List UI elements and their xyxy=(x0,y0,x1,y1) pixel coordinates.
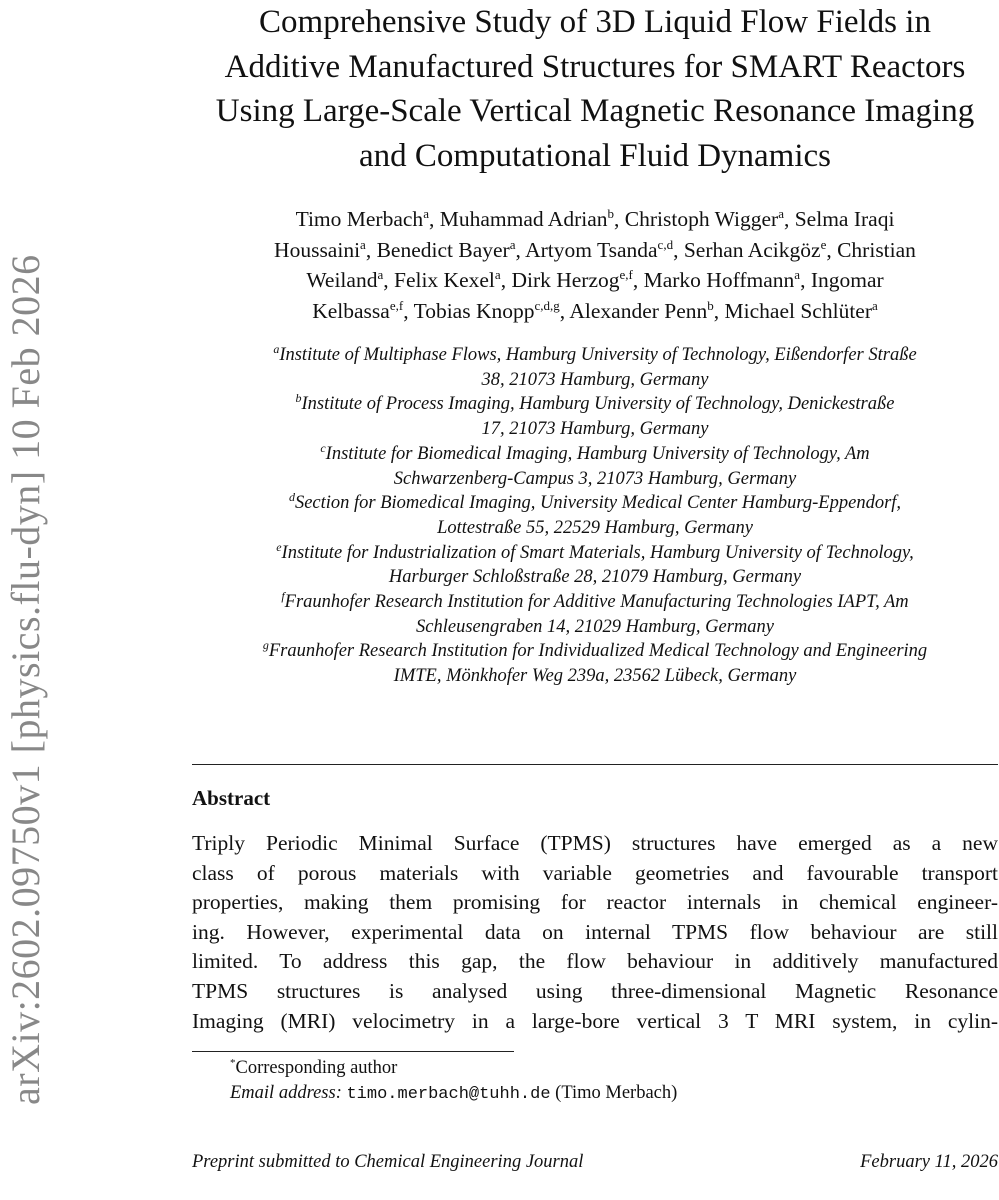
affiliation-text: Institute of Multiphase Flows, Hamburg University of Technology, Eißendorfer Straße xyxy=(279,345,917,365)
author-name: Ingomar xyxy=(810,268,884,292)
author-line xyxy=(192,296,998,327)
affiliation-text: Institute for Biomedical Imaging, Hamburg University of Technology, Am xyxy=(325,443,870,464)
affiliation-key: e xyxy=(276,539,282,554)
affiliation-line: IMTE, Mönkhofer Weg 239a, 23562 Lübeck, Germany xyxy=(393,666,797,687)
affiliation xyxy=(192,541,998,590)
corresponding-author-note: Corresponding author xyxy=(235,1058,398,1078)
author-separator: , xyxy=(428,207,440,231)
affiliation-line xyxy=(192,343,998,368)
author-affiliation-mark: a xyxy=(509,236,516,252)
affiliation-line: Schleusengraben 14, 21029 Hamburg, Germany xyxy=(416,616,774,637)
author-name: Houssaini xyxy=(274,237,361,262)
footer-journal: Preprint submitted to Chemical Engineering Journal xyxy=(192,1152,584,1172)
author-name: Benedict Bayer xyxy=(376,237,510,262)
affiliation-line xyxy=(192,491,998,516)
affiliation-line: Schwarzenberg-Campus 3, 21073 Hamburg, Germany xyxy=(393,468,797,489)
author-separator: , xyxy=(515,237,526,262)
affiliation-line: Lottestraße 55, 22529 Hamburg, Germany xyxy=(437,517,753,538)
author-affiliation-mark: b xyxy=(707,297,714,313)
email-name: (Timo Merbach) xyxy=(555,1083,678,1103)
email-label: Email address: xyxy=(230,1083,342,1103)
abstract-rule xyxy=(192,764,998,765)
author-name: Timo Merbach xyxy=(295,207,424,231)
affiliation-key: a xyxy=(273,342,280,356)
author-separator: , xyxy=(614,207,625,231)
author-line xyxy=(192,265,998,296)
author-name: Felix Kexel xyxy=(393,268,495,292)
affiliation-text: Fraunhofer Research Institution for Additive Manufacturing Technologies IAPT, Am xyxy=(284,592,909,613)
affiliation-text: Section for Biomedical Imaging, University Medical Center Hamburg-Eppendorf, xyxy=(294,493,902,514)
author-separator: , xyxy=(632,268,644,292)
affiliation-text: Institute of Process Imaging, Hamburg University of Technology, Denickestraße xyxy=(301,394,895,415)
footer-date: February 11, 2026 xyxy=(860,1152,998,1172)
author-name: Christian xyxy=(837,237,916,262)
page-footer xyxy=(192,1152,998,1173)
affiliation xyxy=(192,442,998,491)
author-separator: , xyxy=(800,268,811,292)
author-affiliation-mark: e,f xyxy=(619,267,633,282)
affiliation-line: 38, 21073 Hamburg, Germany xyxy=(481,369,709,390)
affiliation xyxy=(192,392,998,441)
abstract-line: Triply Periodic Minimal Surface (TPMS) structures have emerged as a new xyxy=(192,831,998,855)
affiliation-line xyxy=(192,541,998,566)
email-link[interactable]: timo.merbach@tuhh.de xyxy=(346,1085,551,1104)
affiliation xyxy=(192,590,998,639)
affiliation-text: Fraunhofer Research Institution for Individualized Medical Technology and Engineering xyxy=(268,641,928,662)
author-name: Weiland xyxy=(306,268,378,292)
abstract-line: limited. To address this gap, the flow behaviour in additively manufactured xyxy=(192,949,998,974)
affiliation-line xyxy=(192,442,998,467)
author-affiliation-mark: a xyxy=(794,267,801,282)
affiliation-key: c xyxy=(320,440,326,455)
affiliation-key: f xyxy=(281,589,285,604)
affiliation-key: g xyxy=(262,638,269,653)
affiliation-key: b xyxy=(295,391,302,406)
author-affiliation-mark: a xyxy=(872,297,878,313)
title-line: Additive Manufactured Structures for SMART Reactors xyxy=(224,48,966,85)
affiliation xyxy=(192,491,998,540)
author-separator: , xyxy=(826,237,838,262)
abstract-text xyxy=(192,829,998,1036)
abstract-heading: Abstract xyxy=(192,786,271,810)
author-list xyxy=(192,204,998,326)
affiliation xyxy=(192,639,998,688)
author-name: Artyom Tsanda xyxy=(525,237,658,262)
affiliation-line xyxy=(192,590,998,615)
affiliation-text: Institute for Industrialization of Smart Materials, Hamburg University of Technology, xyxy=(281,542,914,563)
affiliation xyxy=(192,343,998,392)
footnote: *Corresponding author Email address: timo.merbach@tuhh.de (Timo Merbach) xyxy=(230,1057,678,1104)
author-affiliation-mark: a xyxy=(377,267,384,282)
author-affiliation-mark: e xyxy=(820,236,827,252)
author-separator: , xyxy=(500,268,512,292)
abstract-line: properties, making them promising for reactor internals in chemical engineer- xyxy=(192,890,998,915)
author-name: Christoph Wigger xyxy=(624,207,779,231)
author-name: Muhammad Adrian xyxy=(439,207,608,231)
footnote-rule xyxy=(192,1051,514,1052)
author-affiliation-mark: c,d xyxy=(657,236,674,252)
author-separator: , xyxy=(403,298,414,323)
author-separator: , xyxy=(365,237,377,262)
abstract-line: ing. However, experimental data on internal TPMS flow behaviour are still xyxy=(192,919,998,944)
author-affiliation-mark: a xyxy=(778,206,784,221)
author-separator: , xyxy=(783,207,795,231)
author-separator: , xyxy=(559,298,570,323)
author-affiliation-mark: b xyxy=(607,206,615,221)
author-affiliation-mark: a xyxy=(423,206,429,221)
author-line xyxy=(192,204,998,235)
author-separator: , xyxy=(673,237,684,262)
abstract-line: class of porous materials with variable geometries and favourable transport xyxy=(192,860,998,885)
title-line: Using Large-Scale Vertical Magnetic Resonance Imaging xyxy=(215,93,975,129)
affiliation-line: Harburger Schloßstraße 28, 21079 Hamburg, Germany xyxy=(388,567,802,588)
author-separator: , xyxy=(383,268,394,292)
affiliation-line xyxy=(192,392,998,417)
author-line xyxy=(192,235,998,266)
author-affiliation-mark: e,f xyxy=(389,297,404,313)
title-line: and Computational Fluid Dynamics xyxy=(358,137,832,174)
affiliation-line: 17, 21073 Hamburg, Germany xyxy=(481,419,709,440)
abstract-line: Imaging (MRI) velocimetry in a large-bore vertical 3 T MRI system, in cylin- xyxy=(192,1008,998,1033)
author-name: Marko Hoffmann xyxy=(643,268,795,292)
arxiv-stamp: arXiv:2602.09750v1 [physics.flu-dyn] 10 Feb 2026 xyxy=(3,254,48,1105)
author-name: Michael Schlüter xyxy=(724,298,872,323)
author-name: Kelbassa xyxy=(312,298,390,323)
author-name: Alexander Penn xyxy=(569,298,708,323)
affiliation-line xyxy=(192,639,998,664)
author-name: Dirk Herzog xyxy=(511,268,620,292)
paper-title xyxy=(192,0,998,178)
author-affiliation-mark: a xyxy=(360,236,366,252)
title-line: Comprehensive Study of 3D Liquid Flow Fields in xyxy=(259,4,931,40)
author-affiliation-mark: a xyxy=(494,267,501,282)
affiliation-key: d xyxy=(288,490,295,505)
abstract-line: TPMS structures is analysed using three-dimensional Magnetic Resonance xyxy=(192,978,998,1003)
author-name: Selma Iraqi xyxy=(794,207,895,231)
affiliation-list xyxy=(192,343,998,689)
author-affiliation-mark: c,d,g xyxy=(534,297,560,313)
author-separator: , xyxy=(713,298,725,323)
author-name: Tobias Knopp xyxy=(413,298,535,323)
author-name: Serhan Acikgöz xyxy=(683,237,821,262)
